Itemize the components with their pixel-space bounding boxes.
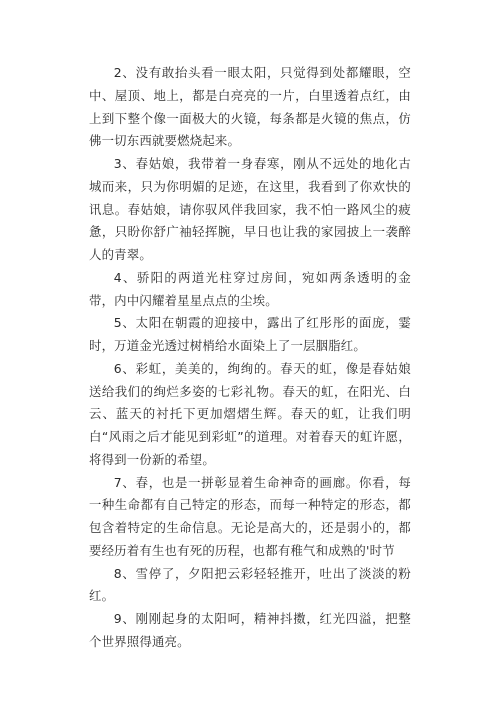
paragraph-3: 3、春姑娘，我带着一身春寒，刚从不远处的地化古城而来，只为你明媚的足迹，在这里，我看到了你欢快的讯息。春姑娘，请你驭风伴我回家，我不怕一路风尘的疲惫，只盼你舒广袖轻挥腕，早日也让我的家园披上一袭醉人的青翠。 — [89, 156, 411, 262]
paragraph-4: 4、骄阳的两道光柱穿过房间，宛如两条透明的金带，内中闪耀着星星点点的尘埃。 — [89, 269, 411, 308]
paragraph-7: 7、春，也是一拼彰显着生命神奇的画廊。你看，每一种生命都有自己特定的形态，而每一种特定的形态，都包含着特定的生命信息。无论是高大的，还是弱小的，都要经历着有生也有死的历程，也都有稚气和成熟的'时节 — [89, 474, 411, 558]
document-body — [89, 62, 411, 654]
paragraph-5: 5、太阳在朝霞的迎接中，露出了红彤彤的面庞，霎时，万道金光透过树梢给水面染上了一层胭脂红。 — [89, 315, 411, 353]
paragraph-6: 6、彩虹，美美的，绚绚的。春天的虹，像是春姑娘送给我们的绚烂多姿的七彩礼物。春天的虹，在阳光、白云、蓝天的衬托下更加熠熠生辉。春天的虹，让我们明白“风雨之后才能见到彩虹”的道理。对着春天的虹许愿，将得到一份新的希望。 — [89, 360, 411, 467]
paragraph-9: 9、刚刚起身的太阳呵，精神抖擞，红光四溢，把整个世界照得通亮。 — [89, 611, 411, 649]
paragraph-2: 2、没有敢抬头看一眼太阳，只觉得到处都耀眼，空中、屋顶、地上，都是白亮亮的一片，白里透着点红，由上到下整个像一面极大的火镜，每条都是火镜的焦点，仿佛一切东西就要燃烧起来。 — [89, 65, 411, 149]
paragraph-8: 8、雪停了，夕阳把云彩轻轻推开，吐出了淡淡的粉红。 — [89, 565, 411, 604]
